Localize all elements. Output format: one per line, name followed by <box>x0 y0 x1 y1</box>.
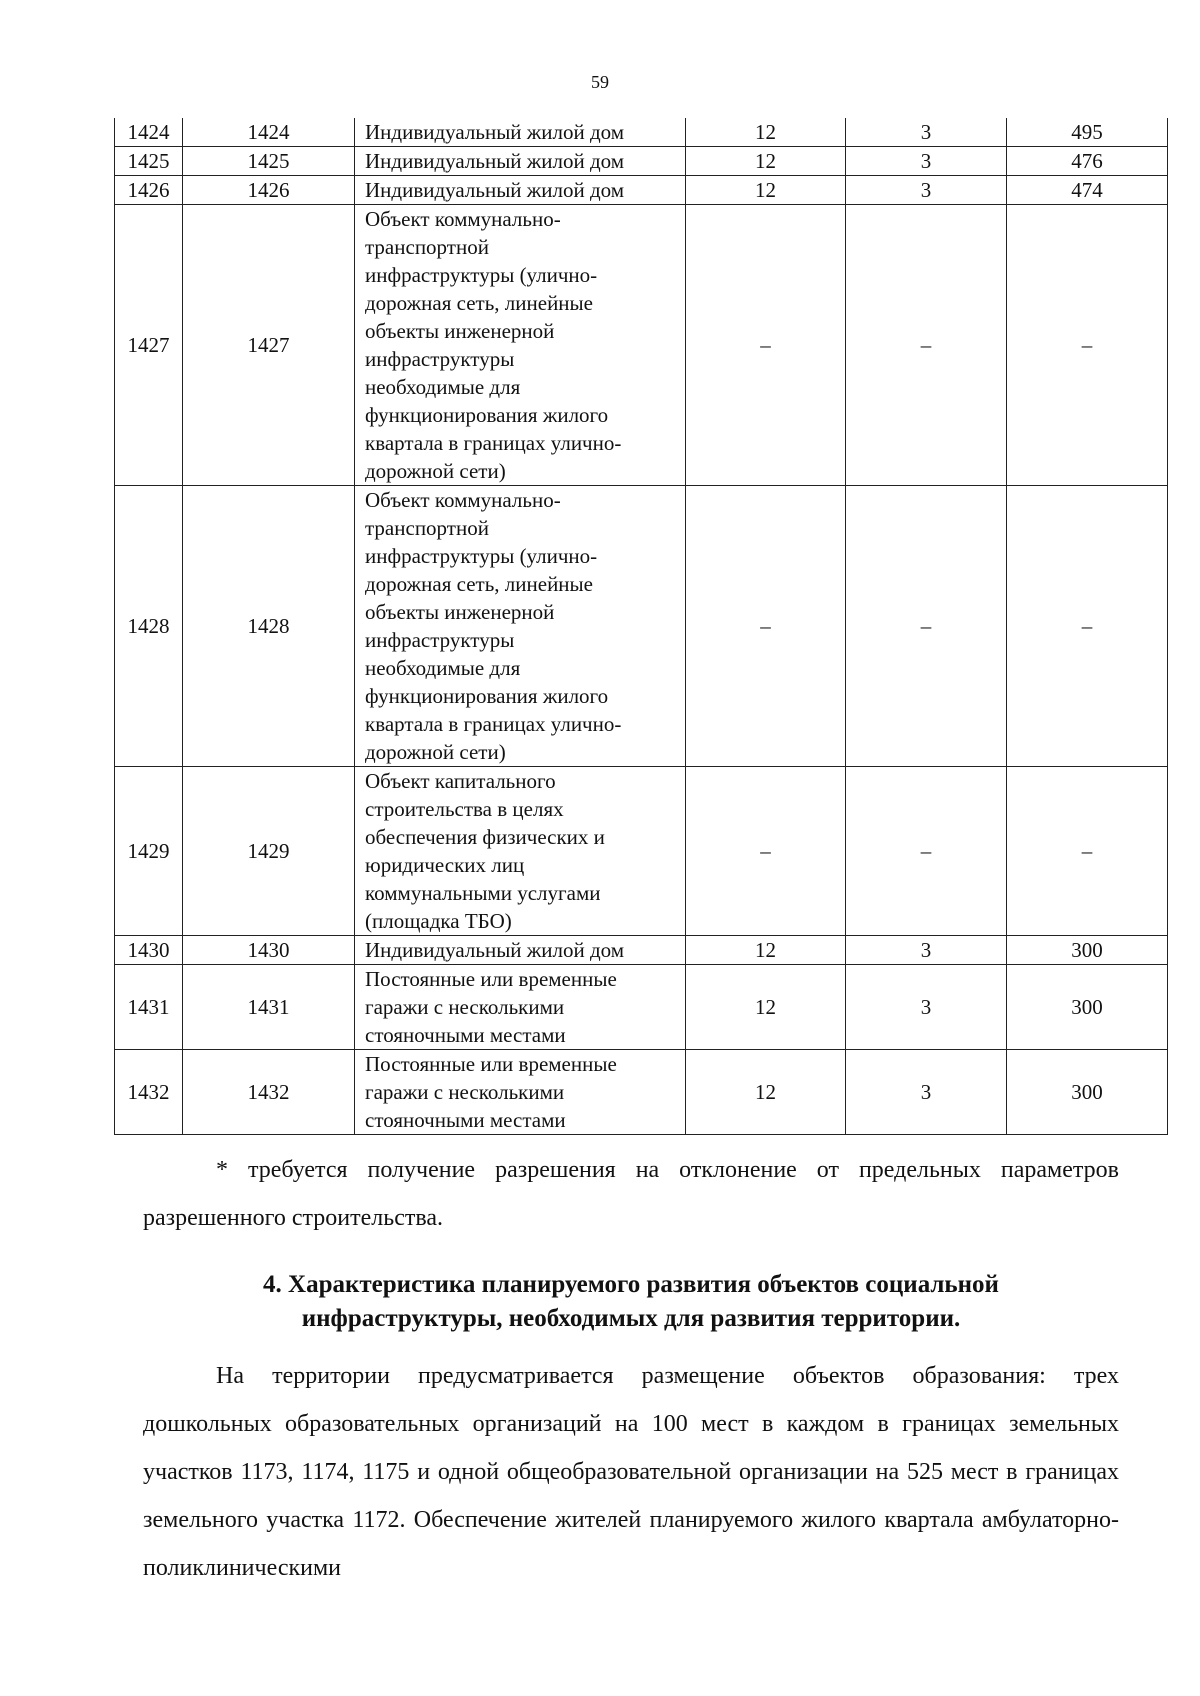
cell-value-2: 3 <box>846 936 1007 965</box>
cell-plot-number: 1432 <box>183 1050 355 1135</box>
cell-number: 1427 <box>115 205 183 486</box>
cell-plot-number: 1430 <box>183 936 355 965</box>
table-row <box>115 147 1168 176</box>
cell-number: 1429 <box>115 767 183 936</box>
cell-value-3: 474 <box>1007 176 1168 205</box>
cell-description: Объект коммунально- транспортной инфраструктуры (улично- дорожная сеть, линейные объекты инженерной инфраструктуры необходимые для функционирования жилого квартала в границах улично- дорожной сети) <box>355 486 686 767</box>
cell-value-3: – <box>1007 486 1168 767</box>
section-heading <box>143 1268 1119 1336</box>
cell-description: Индивидуальный жилой дом <box>355 147 686 176</box>
cell-value-3: – <box>1007 205 1168 486</box>
cell-description: Индивидуальный жилой дом <box>355 936 686 965</box>
cell-number: 1428 <box>115 486 183 767</box>
cell-value-2: – <box>846 205 1007 486</box>
cell-value-3: 300 <box>1007 936 1168 965</box>
cell-description: Объект коммунально- транспортной инфраструктуры (улично- дорожная сеть, линейные объекты инженерной инфраструктуры необходимые для функционирования жилого квартала в границах улично- дорожной сети) <box>355 205 686 486</box>
cell-plot-number: 1429 <box>183 767 355 936</box>
cell-description: Объект капитального строительства в целях обеспечения физических и юридических лиц коммунальными услугами (площадка ТБО) <box>355 767 686 936</box>
table-body <box>115 118 1168 1135</box>
cell-value-2: – <box>846 767 1007 936</box>
cell-value-2: 3 <box>846 1050 1007 1135</box>
table-row <box>115 118 1168 147</box>
table-row <box>115 205 1168 486</box>
cell-plot-number: 1428 <box>183 486 355 767</box>
cell-number: 1431 <box>115 965 183 1050</box>
cell-value-2: 3 <box>846 147 1007 176</box>
cell-value-2: 3 <box>846 176 1007 205</box>
cell-value-3: 495 <box>1007 118 1168 147</box>
table-row <box>115 176 1168 205</box>
cell-value-1: 12 <box>686 936 846 965</box>
cell-value-1: 12 <box>686 147 846 176</box>
cell-value-1: 12 <box>686 176 846 205</box>
cell-value-3: – <box>1007 767 1168 936</box>
table-row <box>115 936 1168 965</box>
cell-plot-number: 1426 <box>183 176 355 205</box>
cell-value-3: 476 <box>1007 147 1168 176</box>
section-body-paragraph: На территории предусматривается размещение объектов образования: трех дошкольных образовательных организаций на 100 мест в каждом в границах земельных участков 1173, 1174, 1175 и одной общеобразовательной организации на 525 мест в границах земельного участка 1172. Обеспечение жителей планируемого жилого квартала амбулаторно-поликлиническими <box>143 1363 1119 1581</box>
cell-value-1: 12 <box>686 965 846 1050</box>
table-row <box>115 965 1168 1050</box>
cell-value-1: 12 <box>686 118 846 147</box>
cell-value-2: 3 <box>846 118 1007 147</box>
cell-value-2: 3 <box>846 965 1007 1050</box>
cell-plot-number: 1427 <box>183 205 355 486</box>
table-row <box>115 767 1168 936</box>
cell-description: Постоянные или временные гаражи с несколькими стояночными местами <box>355 1050 686 1135</box>
page-number: 59 <box>591 72 609 92</box>
cell-plot-number: 1424 <box>183 118 355 147</box>
cell-value-1: 12 <box>686 1050 846 1135</box>
footnote: * требуется получение разрешения на отклонение от предельных параметров разрешенного строительства. <box>143 1157 1119 1231</box>
cell-number: 1426 <box>115 176 183 205</box>
cell-description: Индивидуальный жилой дом <box>355 176 686 205</box>
cell-description: Индивидуальный жилой дом <box>355 118 686 147</box>
cell-plot-number: 1431 <box>183 965 355 1050</box>
section-heading-line-2: инфраструктуры, необходимых для развития территории. <box>301 1305 961 1332</box>
table-row <box>115 1050 1168 1135</box>
cell-value-3: 300 <box>1007 965 1168 1050</box>
cell-number: 1432 <box>115 1050 183 1135</box>
cell-number: 1425 <box>115 147 183 176</box>
cell-value-1: – <box>686 486 846 767</box>
cell-value-1: – <box>686 205 846 486</box>
cell-number: 1430 <box>115 936 183 965</box>
cell-value-3: 300 <box>1007 1050 1168 1135</box>
table-row <box>115 486 1168 767</box>
cell-value-2: – <box>846 486 1007 767</box>
cell-plot-number: 1425 <box>183 147 355 176</box>
section-heading-line-1: 4. Характеристика планируемого развития объектов социальной <box>263 1271 999 1298</box>
land-plots-table <box>114 118 1168 1135</box>
cell-number: 1424 <box>115 118 183 147</box>
cell-description: Постоянные или временные гаражи с несколькими стояночными местами <box>355 965 686 1050</box>
cell-value-1: – <box>686 767 846 936</box>
